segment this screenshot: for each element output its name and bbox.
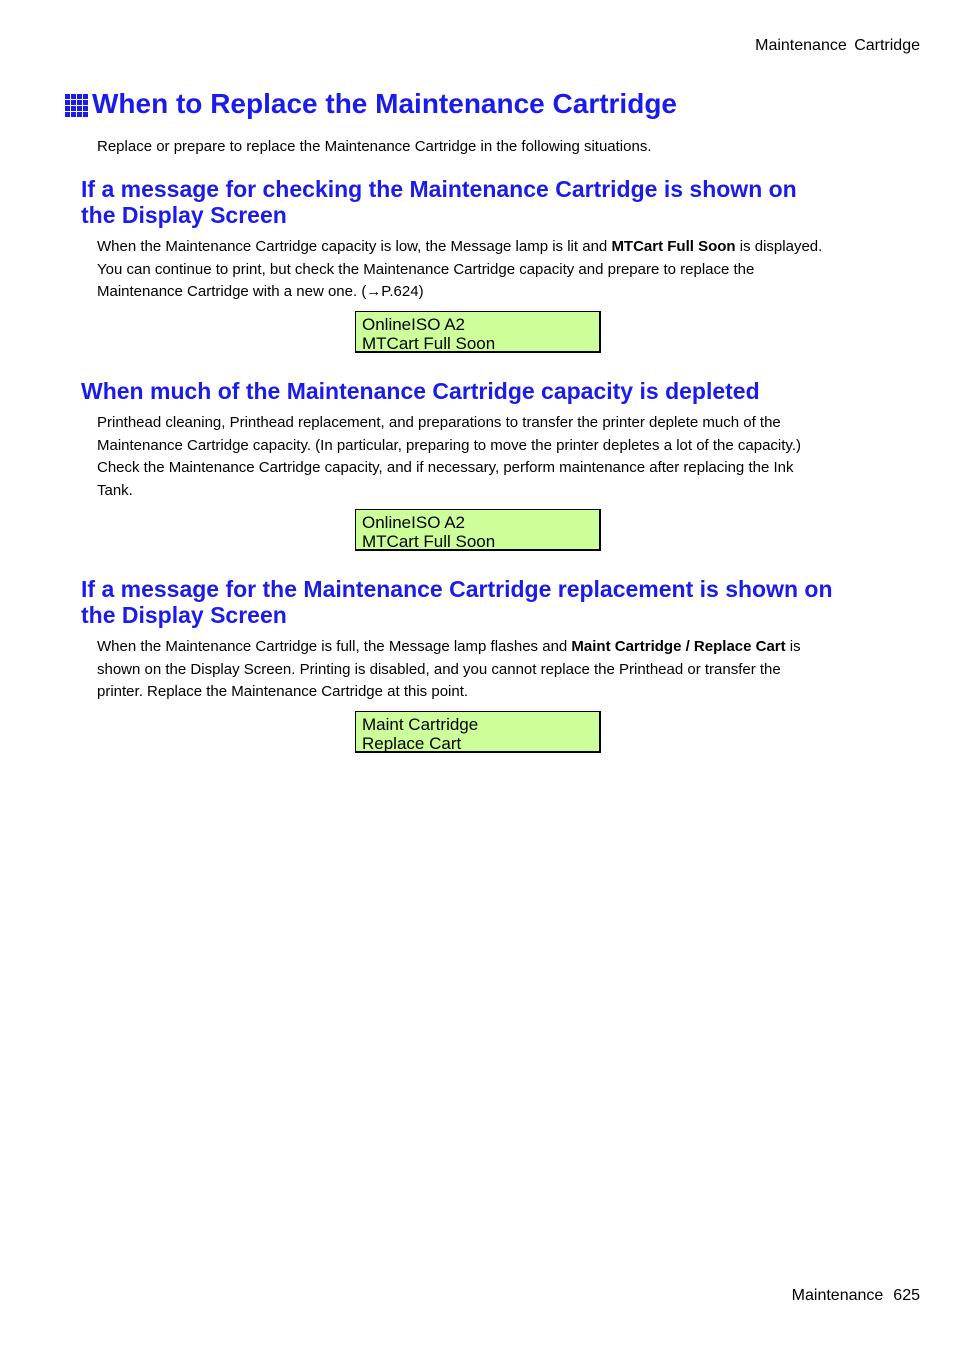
- section-paragraph-replacement-message: [97, 636, 897, 704]
- footer-section-name: Maintenance: [791, 1287, 884, 1304]
- paragraph-line: shown on the Display Screen. Printing is disabled, and you cannot replace the Printhead or transfer the: [97, 660, 781, 678]
- section-heading-line: the Display Screen: [81, 602, 287, 628]
- section-heading-capacity-depleted: [81, 378, 901, 404]
- display-message-text: MTCart Full Soon: [611, 238, 736, 255]
- section-heading-replacement-message: [81, 576, 901, 628]
- lcd-line: Replace Cart: [362, 734, 462, 753]
- paragraph-line: Tank.: [97, 481, 133, 499]
- paragraph-line: Maintenance Cartridge with a new one. (→P.624): [97, 283, 424, 300]
- paragraph-line: printer. Replace the Maintenance Cartridge at this point.: [97, 683, 469, 700]
- lcd-line: OnlineISO A2: [362, 315, 466, 334]
- section-paragraph-check-message: [97, 236, 897, 304]
- paragraph-line: Printhead cleaning, Printhead replacement, and preparations to transfer the printer deplete much of the: [97, 414, 781, 431]
- section-heading-check-message: [81, 176, 901, 228]
- section-heading-line: If a message for checking the Maintenance Cartridge is shown on: [81, 176, 797, 202]
- lcd-line: OnlineISO A2: [362, 513, 466, 532]
- lcd-line: MTCart Full Soon: [362, 334, 496, 353]
- lcd-line: Maint Cartridge: [362, 715, 479, 734]
- paragraph-line: [97, 236, 897, 259]
- page-title-text: When to Replace the Maintenance Cartridge: [92, 88, 677, 119]
- display-message-text: Maint Cartridge / Replace Cart: [571, 638, 786, 655]
- lcd-line: MTCart Full Soon: [362, 532, 496, 551]
- paragraph-line: Check the Maintenance Cartridge capacity, and if necessary, perform maintenance after replacing the Ink: [97, 459, 794, 476]
- paragraph-text: When the Maintenance Cartridge is full, the Message lamp flashes and: [97, 638, 572, 655]
- page-footer: [792, 1287, 920, 1305]
- paragraph-line: Maintenance Cartridge capacity. (In particular, preparing to move the printer depletes a lot of the capacity.): [97, 436, 801, 454]
- section-paragraph-capacity-depleted: [97, 412, 897, 502]
- page-title: [65, 88, 677, 120]
- paragraph-text: is: [785, 638, 801, 655]
- paragraph-text: is displayed.: [735, 238, 823, 255]
- page-number: 625: [893, 1287, 920, 1304]
- running-head: Maintenance Cartridge: [755, 37, 920, 54]
- intro-paragraph: Replace or prepare to replace the Maintenance Cartridge in the following situations.: [97, 138, 652, 155]
- lcd-display: [355, 509, 601, 551]
- paragraph-text: When the Maintenance Cartridge capacity is low, the Message lamp is lit and: [97, 238, 612, 255]
- grid-icon: [65, 94, 88, 117]
- section-heading-line: the Display Screen: [81, 202, 287, 228]
- section-heading-line: When much of the Maintenance Cartridge capacity is depleted: [81, 378, 760, 404]
- paragraph-line: You can continue to print, but check the Maintenance Cartridge capacity and prepare to replace the: [97, 260, 755, 278]
- lcd-display: [355, 311, 601, 353]
- section-heading-line: If a message for the Maintenance Cartridge replacement is shown on: [81, 576, 833, 602]
- paragraph-line: [97, 636, 897, 659]
- lcd-display: [355, 711, 601, 753]
